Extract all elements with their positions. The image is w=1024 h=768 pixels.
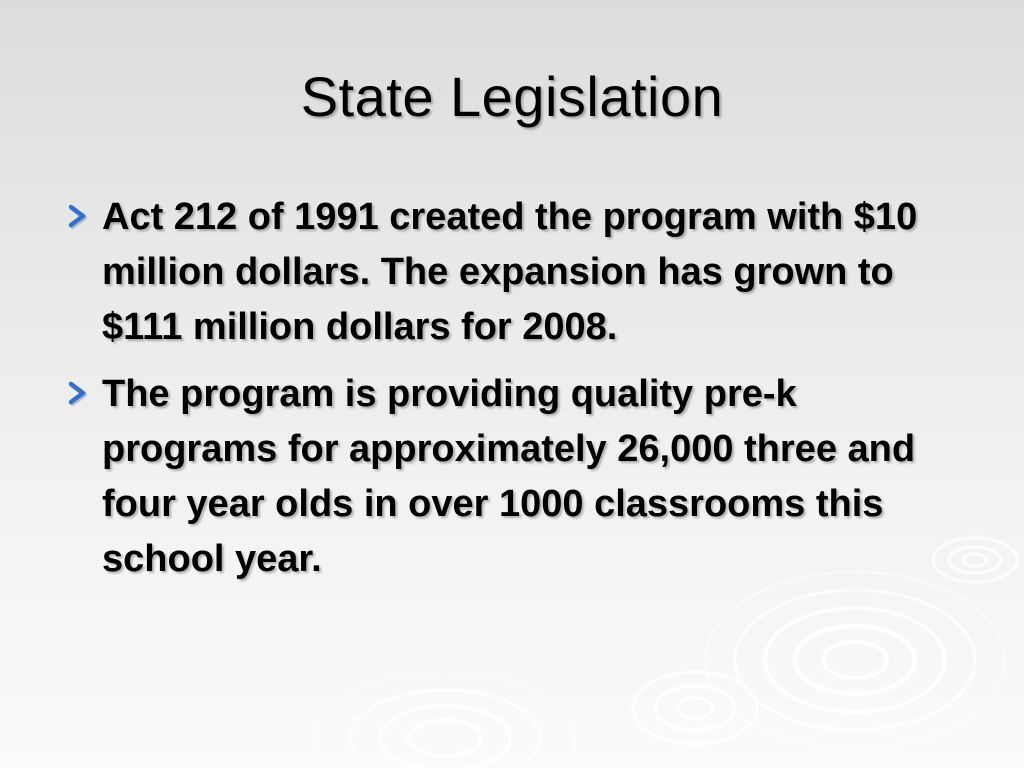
chevron-right-icon [64,379,92,407]
ripple-bottom-center [633,672,757,744]
ripple-bottom-left [315,672,575,768]
slide-title: State Legislation [300,65,724,128]
bullet-text: Act 212 of 1991 created the program with $10 million dollars. The expansion has grown to $111 million dollars for 2008. [102,196,918,348]
chevron-right-icon [64,202,92,230]
bullet-text: The program is providing quality pre-k programs for approximately 26,000 three and four year olds in over 1000 classrooms this school year. [102,373,916,580]
bullet-list [60,190,980,599]
bullet-item [60,190,980,355]
bullet-item [60,367,980,587]
